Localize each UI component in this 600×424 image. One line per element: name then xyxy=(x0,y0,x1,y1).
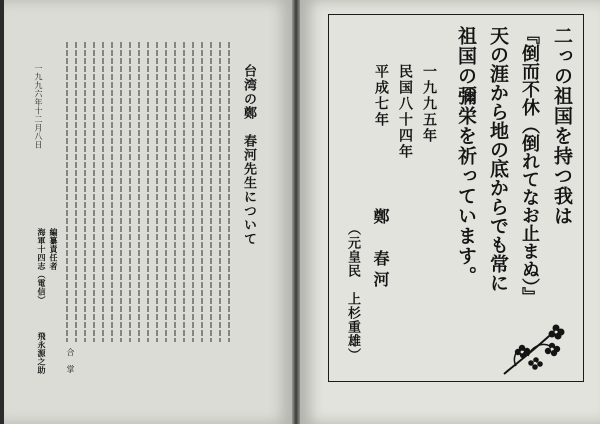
closing-mark: 合 掌 xyxy=(66,348,75,374)
editor-label: 編纂責任者 xyxy=(49,228,59,271)
book-gutter xyxy=(292,0,300,424)
flower-ornament-icon xyxy=(498,316,568,380)
poem-line-2: 『倒而不休（倒れてなお止まぬ）』 xyxy=(519,26,540,305)
author-subtitle: （元皇民 上杉重雄） xyxy=(345,222,360,362)
editor-name: 飛永源之助 xyxy=(37,332,47,375)
date-line-3: 平成七年 xyxy=(373,64,389,128)
poem-line-1: 二っの祖国を持つ我は xyxy=(551,26,573,226)
left-page-title: 台湾の鄭 春河先生について xyxy=(241,64,256,246)
left-page-date: 一九九六年十二月八日 xyxy=(34,64,43,149)
poem-line-4: 祖国の彌栄を祈っています。 xyxy=(455,26,477,286)
editor-line: 海軍十四志（電信） xyxy=(37,228,47,305)
poem-line-3: 天の涯から地の底からでも常に xyxy=(487,26,509,292)
date-line-1: 一九九五年 xyxy=(421,64,437,144)
date-line-2: 民国八十四年 xyxy=(397,64,413,160)
author-name: 鄭 春河 xyxy=(371,208,390,292)
